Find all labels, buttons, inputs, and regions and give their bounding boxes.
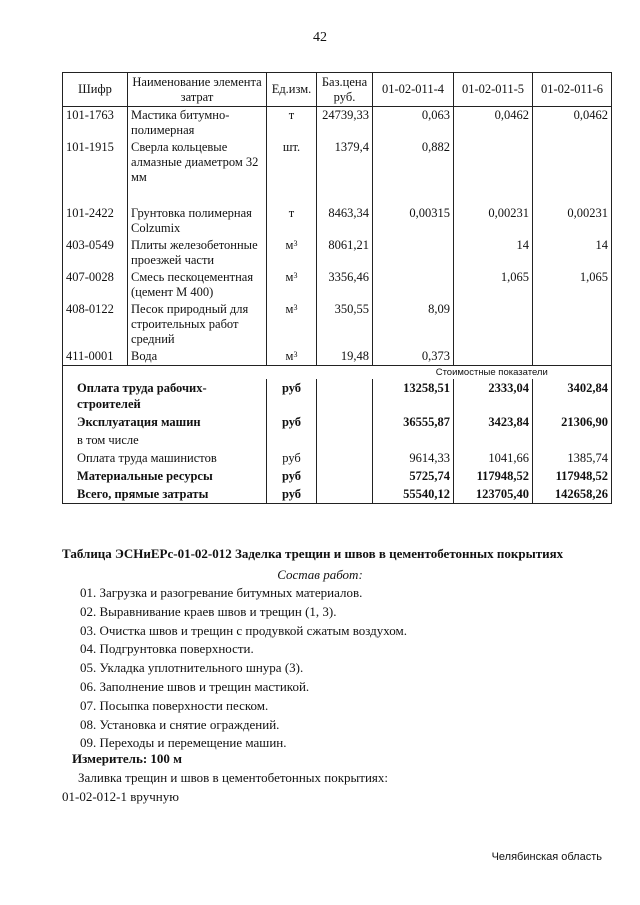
cost-value-6: 142658,26: [533, 485, 612, 504]
cost-value-4: 9614,33: [373, 449, 454, 467]
cost-value-4: 55540,12: [373, 485, 454, 504]
material-price: 24739,33: [317, 107, 373, 140]
material-row: [63, 139, 612, 205]
header-col-5: 01-02-011-5: [454, 73, 533, 107]
table-header: [63, 73, 612, 107]
cost-value-4: 5725,74: [373, 467, 454, 485]
work-item: 04. Подгрунтовка поверхности.: [80, 641, 254, 657]
material-row: [63, 237, 612, 269]
material-unit: [267, 269, 317, 301]
unit-text: м: [285, 238, 294, 252]
material-value-6: [533, 301, 612, 348]
material-price: 3356,46: [317, 269, 373, 301]
material-row: [63, 205, 612, 237]
material-value-4: 0,882: [373, 139, 454, 205]
material-row: [63, 269, 612, 301]
material-name: Смесь пескоцементная (цемент М 400): [128, 269, 267, 301]
unit-text: т: [288, 108, 295, 122]
cost-name: Материальные ресурсы: [63, 467, 267, 485]
unit-text: шт.: [282, 140, 301, 154]
header-price: Баз.цена руб.: [317, 73, 373, 107]
header-name: Наименование элемента затрат: [128, 73, 267, 107]
header-code: Шифр: [63, 73, 128, 107]
header-unit: Ед.изм.: [267, 73, 317, 107]
cost-value-5: [454, 431, 533, 449]
material-code: 101-1915: [63, 139, 128, 205]
unit-superscript: 3: [293, 350, 298, 359]
material-value-6: 0,0462: [533, 107, 612, 140]
cost-row: [63, 431, 612, 449]
cost-name: Всего, прямые затраты: [63, 485, 267, 504]
material-code: 411-0001: [63, 348, 128, 366]
cost-indicators-label: Стоимостные показатели: [373, 366, 612, 380]
material-code: 101-1763: [63, 107, 128, 140]
page-number: 42: [313, 30, 327, 45]
material-row: [63, 107, 612, 140]
material-unit: [267, 301, 317, 348]
material-value-4: 0,063: [373, 107, 454, 140]
work-item: 03. Очистка швов и трещин с продувкой сжатым воздухом.: [80, 622, 408, 638]
unit-text: м: [285, 270, 294, 284]
material-value-6: 0,00231: [533, 205, 612, 237]
material-code: 407-0028: [63, 269, 128, 301]
costs-section: [63, 366, 612, 504]
work-item: 02. Выравнивание краев швов и трещин (1, 3).: [80, 603, 337, 619]
unit-superscript: 3: [293, 303, 298, 312]
fill-description: Заливка трещин и швов в цементобетонных покрытиях:: [78, 770, 388, 785]
section-title: Таблица ЭСНиЕРс-01-02-012 Заделка трещин и швов в цементобетонных покрытиях: [62, 546, 564, 561]
cost-name: в том числе: [63, 431, 267, 449]
material-unit: [267, 205, 317, 237]
cost-empty: [317, 413, 373, 431]
cost-row: [63, 467, 612, 485]
cost-value-6: 3402,84: [533, 379, 612, 413]
material-value-5: 1,065: [454, 269, 533, 301]
cost-unit: [267, 431, 317, 449]
material-name: Вода: [128, 348, 267, 366]
unit-text: м: [285, 349, 294, 363]
footer-region: Челябинская область: [491, 851, 602, 863]
material-name: Плиты железобетонные проезжей части: [128, 237, 267, 269]
material-value-4: 0,00315: [373, 205, 454, 237]
cost-value-5: 123705,40: [454, 485, 533, 504]
cost-unit: руб: [267, 467, 317, 485]
material-price: 19,48: [317, 348, 373, 366]
cost-empty: [317, 485, 373, 504]
header-col-6: 01-02-011-6: [533, 73, 612, 107]
material-value-5: 0,0462: [454, 107, 533, 140]
material-value-6: 1,065: [533, 269, 612, 301]
cost-value-6: [533, 431, 612, 449]
cost-value-5: 3423,84: [454, 413, 533, 431]
work-item: 07. Посыпка поверхности песком.: [80, 697, 269, 713]
cost-row: [63, 413, 612, 431]
unit-superscript: 3: [293, 271, 298, 280]
cost-unit: руб: [267, 485, 317, 504]
cost-name: Оплата труда рабочих-строителей: [63, 379, 267, 413]
material-unit: [267, 348, 317, 366]
cost-value-6: 21306,90: [533, 413, 612, 431]
material-value-5: [454, 301, 533, 348]
cost-value-5: 2333,04: [454, 379, 533, 413]
cost-value-5: 1041,66: [454, 449, 533, 467]
measure-unit: Измеритель: 100 м: [72, 751, 183, 766]
material-value-4: 8,09: [373, 301, 454, 348]
work-item: 06. Заполнение швов и трещин мастикой.: [80, 678, 310, 694]
cost-empty: [317, 449, 373, 467]
material-price: 350,55: [317, 301, 373, 348]
material-name: Сверла кольцевые алмазные диаметром 32 мм: [128, 139, 267, 205]
cost-value-5: 117948,52: [454, 467, 533, 485]
material-code: 403-0549: [63, 237, 128, 269]
cost-value-6: 117948,52: [533, 467, 612, 485]
material-unit: [267, 107, 317, 140]
works-list: [80, 584, 407, 753]
cost-value-4: [373, 431, 454, 449]
material-name: Мастика битумно-полимерная: [128, 107, 267, 140]
material-row: [63, 301, 612, 348]
material-value-4: 0,373: [373, 348, 454, 366]
material-value-4: [373, 237, 454, 269]
unit-text: м: [285, 302, 294, 316]
work-item: 09. Переходы и перемещение машин.: [80, 735, 287, 751]
material-name: Грунтовка полимерная Colzumix: [128, 205, 267, 237]
cost-unit: руб: [267, 449, 317, 467]
material-price: 8463,34: [317, 205, 373, 237]
code-line: 01-02-012-1 вручную: [62, 789, 179, 804]
work-item: 01. Загрузка и разогревание битумных материалов.: [80, 585, 363, 600]
header-col-4: 01-02-011-4: [373, 73, 454, 107]
cost-name: Оплата труда машинистов: [63, 449, 267, 467]
cost-unit: руб: [267, 379, 317, 413]
material-row: [63, 348, 612, 366]
material-value-6: 14: [533, 237, 612, 269]
cost-name: Эксплуатация машин: [63, 413, 267, 431]
cost-value-4: 36555,87: [373, 413, 454, 431]
work-item: 05. Укладка уплотнительного шнура (3).: [80, 660, 304, 676]
cost-empty: [317, 431, 373, 449]
cost-value-4: 13258,51: [373, 379, 454, 413]
materials-section: [63, 107, 612, 366]
resource-table: [62, 72, 612, 504]
cost-row: [63, 379, 612, 413]
unit-text: т: [288, 206, 295, 220]
material-value-6: [533, 139, 612, 205]
unit-superscript: 3: [293, 239, 298, 248]
material-value-6: [533, 348, 612, 366]
material-code: 408-0122: [63, 301, 128, 348]
cost-empty: [317, 379, 373, 413]
cost-unit: руб: [267, 413, 317, 431]
material-value-5: [454, 139, 533, 205]
cost-empty: [317, 467, 373, 485]
material-value-5: 14: [454, 237, 533, 269]
material-unit: [267, 237, 317, 269]
material-code: 101-2422: [63, 205, 128, 237]
material-price: 8061,21: [317, 237, 373, 269]
cost-row: [63, 449, 612, 467]
material-price: 1379,4: [317, 139, 373, 205]
works-heading: Состав работ:: [277, 567, 363, 582]
material-name: Песок природный для строительных работ средний: [128, 301, 267, 348]
cost-value-6: 1385,74: [533, 449, 612, 467]
work-item: 08. Установка и снятие ограждений.: [80, 716, 280, 732]
cost-row: [63, 485, 612, 504]
material-value-5: 0,00231: [454, 205, 533, 237]
material-value-5: [454, 348, 533, 366]
material-value-4: [373, 269, 454, 301]
material-unit: [267, 139, 317, 205]
